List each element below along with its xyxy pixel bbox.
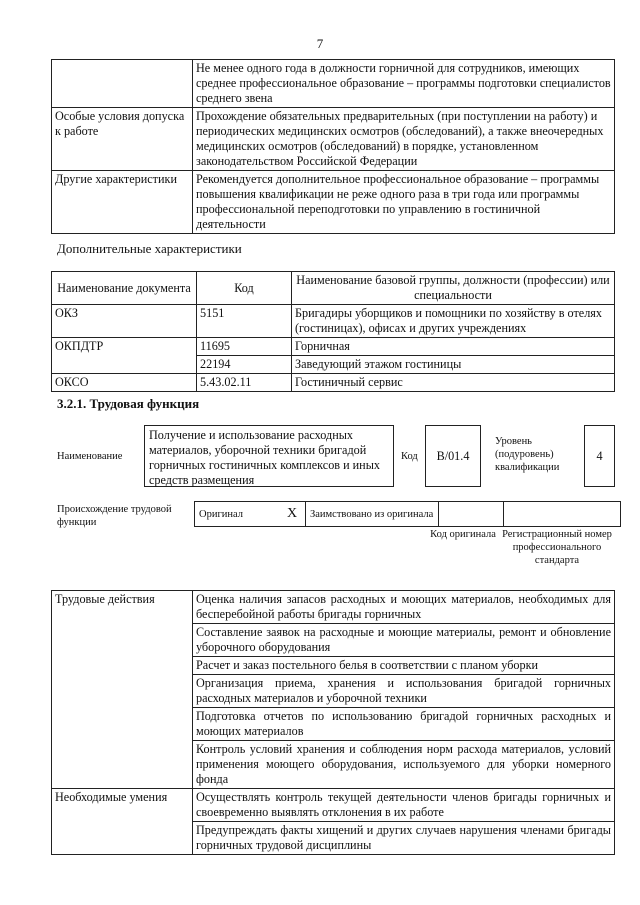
requirements-table — [51, 59, 615, 234]
header-name: Наименование базовой группы, должности (профессии) или специальности — [292, 272, 615, 305]
cell-name: Гостиничный сервис — [292, 374, 615, 392]
reg-number-label: Регистрационный номер профессионального стандарта — [502, 529, 612, 566]
table-header-row — [52, 272, 615, 305]
cell-name: Горничная — [292, 338, 615, 356]
cell-code: 5.43.02.11 — [197, 374, 292, 392]
list-item: Составление заявок на расходные и моющие материалы, ремонт и обновление уборочного оборудования — [193, 624, 615, 657]
list-item: Расчет и заказ постельного белья в соответствии с планом уборки — [193, 657, 615, 675]
section-title: 3.2.1. Трудовая функция — [57, 396, 200, 411]
level-box: 4 — [584, 425, 615, 487]
list-item: Предупреждать факты хищений и других случаев нарушения членами бригады горничных трудовой дисциплины — [193, 822, 615, 855]
table-row — [52, 338, 615, 356]
list-item: Подготовка отчетов по использованию бригадой горничных расходных и моющих материалов — [193, 708, 615, 741]
list-item: Организация приема, хранения и использования бригадой горничных расходных материалов и уборочной техники — [193, 675, 615, 708]
cell-code: 11695 — [197, 338, 292, 356]
row-text: Не менее одного года в должности горничной для сотрудников, имеющих среднее профессиональное образование – программы подготовки специалистов среднего звена — [193, 60, 615, 108]
cell-doc: ОКПДТР — [52, 338, 197, 374]
cell-name: Заведующий этажом гостиницы — [292, 356, 615, 374]
original-mark: X — [283, 502, 306, 527]
table-row — [52, 591, 615, 624]
table-row — [52, 108, 615, 171]
row-text: Рекомендуется дополнительное профессиональное образование – программы повышения квалификации не реже одного раза в три года или программы профессиональной переподготовки по управлению в гостиничной деятельности — [193, 171, 615, 234]
page-number: 7 — [316, 36, 324, 51]
code-box: B/01.4 — [425, 425, 481, 487]
borrowed-label: Заимствовано из оригинала — [306, 502, 439, 527]
table-row — [52, 171, 615, 234]
origin-table — [194, 501, 621, 527]
cell-code: 22194 — [197, 356, 292, 374]
code-original-cell — [439, 502, 504, 527]
group-label: Необходимые умения — [52, 789, 193, 855]
reg-number-cell — [504, 502, 621, 527]
row-text: Прохождение обязательных предварительных (при поступлении на работу) и периодических медицинских осмотров (обследований), а также внеочередных медицинских осмотров (обследований) в порядке, установленном законодательством Российской Федерации — [193, 108, 615, 171]
list-item: Оценка наличия запасов расходных и моющих материалов, необходимых для бесперебойной работы бригады горничных — [193, 591, 615, 624]
table-row — [52, 305, 615, 338]
cell-doc: ОКЗ — [52, 305, 197, 338]
list-item: Осуществлять контроль текущей деятельности членов бригады горничных и своевременно выявлять отклонения в их работе — [193, 789, 615, 822]
header-document: Наименование документа — [52, 272, 197, 305]
additional-characteristics-table — [51, 271, 615, 392]
labor-actions-table — [51, 590, 615, 855]
row-label: Особые условия допуска к работе — [52, 108, 193, 171]
code-label: Код — [401, 451, 418, 462]
header-code: Код — [197, 272, 292, 305]
table-row — [52, 60, 615, 108]
function-name-box: Получение и использование расходных материалов, уборочной техники бригадой горничных гостиничных комплексов и иных средств размещения — [144, 425, 394, 487]
additional-characteristics-title: Дополнительные характеристики — [57, 241, 242, 256]
level-label: Уровень (подуровень) квалификации — [495, 436, 560, 473]
group-label: Трудовые действия — [52, 591, 193, 789]
row-label: Другие характеристики — [52, 171, 193, 234]
table-row — [52, 789, 615, 822]
cell-code: 5151 — [197, 305, 292, 338]
code-original-label: Код оригинала — [430, 529, 496, 540]
cell-doc: ОКСО — [52, 374, 197, 392]
cell-name: Бригадиры уборщиков и помощники по хозяйству в отелях (гостиницах), офисах и других учреждениях — [292, 305, 615, 338]
list-item: Контроль условий хранения и соблюдения норм расхода материалов, условий применения моющего оборудования, используемого для уборки номерного фонда — [193, 741, 615, 789]
row-label — [52, 60, 193, 108]
name-label: Наименование — [57, 451, 123, 462]
original-label: Оригинал — [195, 502, 284, 527]
origin-label: Происхождение трудовой функции — [57, 504, 172, 528]
table-row — [52, 374, 615, 392]
